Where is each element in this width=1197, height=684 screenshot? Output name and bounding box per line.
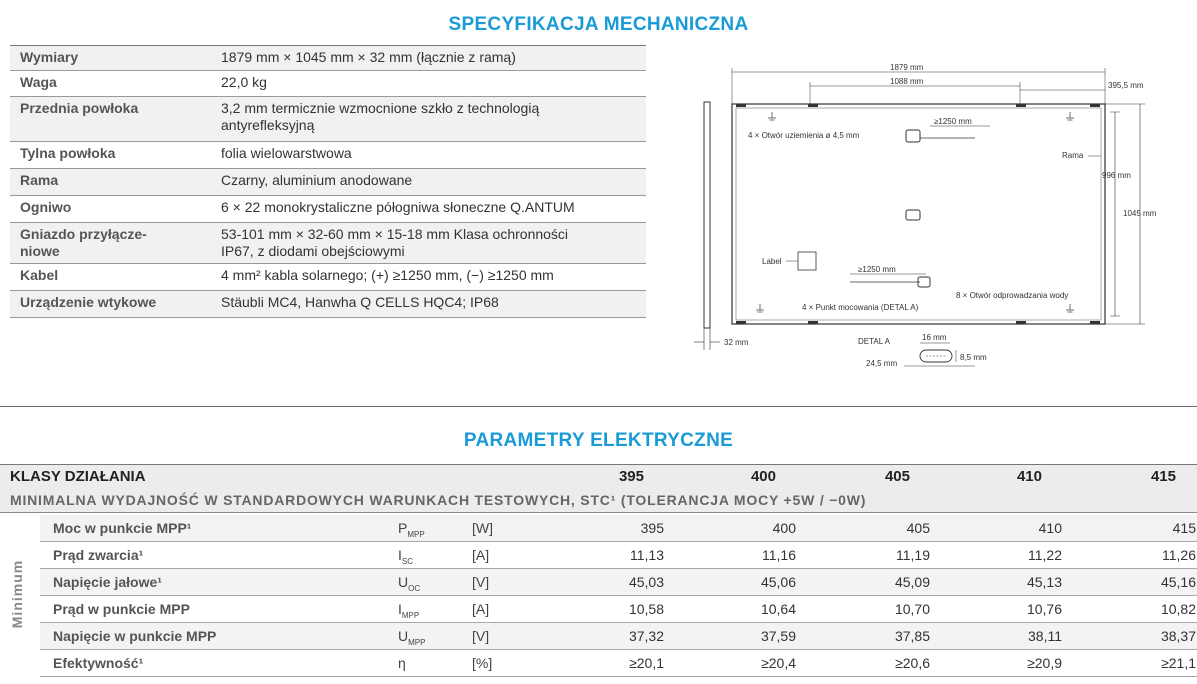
- value-410: 38,11: [1028, 628, 1062, 644]
- spec-row-weight: [10, 71, 646, 97]
- value-405: 405: [906, 520, 930, 536]
- value-405: 37,85: [894, 628, 930, 644]
- dim-cable-bottom: ≥1250 mm: [858, 265, 896, 274]
- value-395: 45,03: [628, 574, 664, 590]
- table-row: [40, 569, 1197, 596]
- table-row: [40, 515, 1197, 542]
- class-400: 400: [750, 468, 776, 485]
- param-symbol: $I_{SC}$: [398, 547, 414, 566]
- value-415: 11,26: [1162, 547, 1196, 563]
- value-395: 11,13: [630, 547, 664, 563]
- spec-row-dimensions: [10, 45, 646, 71]
- param-symbol: η: [398, 655, 406, 671]
- minimum-side-label: [0, 514, 40, 684]
- value-405: 11,19: [896, 547, 930, 563]
- param-name: Napięcie w punkcie MPP: [53, 628, 217, 644]
- mount-points-label: 4 × Punkt mocowania (DETAL A): [802, 303, 919, 312]
- dim-total-height: 1045 mm: [1123, 209, 1157, 218]
- spec-label: Wymiary: [20, 49, 79, 65]
- spec-row-cable: [10, 264, 646, 291]
- minimum-text: Minimum: [9, 559, 25, 629]
- value-415: 10,82: [1160, 601, 1196, 617]
- value-400: 45,06: [760, 574, 796, 590]
- value-410: 45,13: [1026, 574, 1062, 590]
- param-name: Efektywność¹: [53, 655, 144, 671]
- value-400: 10,64: [760, 601, 796, 617]
- value-400: 37,59: [760, 628, 796, 644]
- table-row: [40, 623, 1197, 650]
- stc-subheader: [0, 488, 1197, 513]
- dim-edge-distance: 395,5 mm: [1108, 81, 1144, 90]
- value-395: 37,32: [628, 628, 664, 644]
- value-410: 10,76: [1026, 601, 1062, 617]
- value-395: 395: [640, 520, 664, 536]
- spec-label: Rama: [20, 172, 59, 188]
- class-395: 395: [618, 468, 644, 485]
- dim-slot-width: 8,5 mm: [960, 353, 987, 362]
- dim-mounting-distance: 1088 mm: [890, 77, 924, 86]
- spec-label: Gniazdo przyłącze-niowe: [20, 226, 147, 259]
- spec-label: Urządzenie wtykowe: [20, 294, 157, 310]
- spec-label: Tylna powłoka: [20, 145, 116, 161]
- value-415: 38,37: [1160, 628, 1196, 644]
- junction-box-center: [906, 210, 920, 220]
- param-symbol: $I_{MPP}$: [398, 601, 420, 620]
- value-400: 11,16: [762, 547, 796, 563]
- electrical-title: PARAMETRY ELEKTRYCZNE: [463, 430, 734, 451]
- spec-row-front-cover: [10, 97, 646, 142]
- table-row: [40, 542, 1197, 569]
- value-410: ≥20,9: [1027, 655, 1062, 671]
- table-row: [40, 650, 1197, 677]
- table-row: [40, 596, 1197, 623]
- dim-total-width: 1879 mm: [890, 63, 924, 72]
- dim-cable-top: ≥1250 mm: [934, 117, 972, 126]
- spec-row-cell: [10, 196, 646, 223]
- module-technical-drawing: [690, 60, 1190, 390]
- value-410: 11,22: [1028, 547, 1062, 563]
- spec-label: Kabel: [20, 267, 59, 283]
- mechanical-title: SPECYFIKACJA MECHANICZNA: [448, 14, 749, 35]
- spec-label: Ogniwo: [20, 199, 72, 215]
- mechanical-spec-table: [10, 45, 646, 318]
- class-410: 410: [1016, 468, 1042, 485]
- classes-header: [0, 464, 1197, 489]
- param-unit: [V]: [472, 574, 490, 590]
- spec-value: folia wielowarstwowa: [221, 145, 352, 161]
- param-symbol: $U_{MPP}$: [398, 628, 426, 647]
- param-name: Prąd w punkcie MPP: [53, 601, 190, 617]
- dim-slot-offset: 24,5 mm: [866, 359, 898, 368]
- spec-value: 1879 mm × 1045 mm × 32 mm (łącznie z ramą): [221, 49, 516, 65]
- param-symbol: $P_{MPP}$: [398, 520, 425, 539]
- param-symbol: $U_{OC}$: [398, 574, 421, 593]
- value-415: ≥21,1: [1161, 655, 1196, 671]
- param-name: Moc w punkcie MPP¹: [53, 520, 192, 536]
- spec-value: 4 mm² kabla solarnego; (+) ≥1250 mm, (−) ≥1250 mm: [221, 267, 554, 283]
- frame-label: Rama: [1062, 151, 1084, 160]
- detail-a-slot: [920, 350, 952, 362]
- value-415: 415: [1172, 520, 1196, 536]
- spec-label: Waga: [20, 74, 57, 90]
- value-405: ≥20,6: [895, 655, 930, 671]
- value-400: 400: [772, 520, 796, 536]
- param-unit: [W]: [472, 520, 493, 536]
- value-400: ≥20,4: [761, 655, 796, 671]
- class-415: 415: [1150, 468, 1176, 485]
- spec-row-back-cover: [10, 142, 646, 169]
- spec-label: Przednia powłoka: [20, 100, 139, 116]
- dim-slot-length: 16 mm: [922, 333, 947, 342]
- param-unit: [A]: [472, 547, 490, 563]
- value-415: 45,16: [1160, 574, 1196, 590]
- section-divider: [0, 406, 1197, 407]
- param-name: Prąd zwarcia¹: [53, 547, 144, 563]
- spec-row-connector: [10, 291, 646, 318]
- module-side-view: [704, 102, 710, 328]
- param-unit: [V]: [472, 628, 490, 644]
- label-box: [798, 252, 816, 270]
- dim-thickness: 32 mm: [724, 338, 749, 347]
- spec-value: Stäubli MC4, Hanwha Q CELLS HQC4; IP68: [221, 294, 499, 310]
- spec-value: 3,2 mm termicznie wzmocnione szkło z technologią antyrefleksyjną: [221, 100, 540, 133]
- param-unit: [%]: [472, 655, 493, 671]
- classes-header-label: KLASY DZIAŁANIA: [10, 468, 146, 485]
- junction-box: [906, 130, 920, 142]
- value-395: ≥20,1: [629, 655, 664, 671]
- value-405: 10,70: [894, 601, 930, 617]
- detail-a-title: DETAL A: [858, 337, 891, 346]
- spec-value: 53-101 mm × 32-60 mm × 15-18 mm Klasa ochronności IP67, z diodami obejściowymi: [221, 226, 569, 259]
- dim-inner-height: 996 mm: [1102, 171, 1131, 180]
- stc-subheader-text: MINIMALNA WYDAJNOŚĆ W STANDARDOWYCH WARUNKACH TESTOWYCH, STC¹ (TOLERANCJA MOCY +5W / −0W): [10, 492, 867, 508]
- ground-holes-label: 4 × Otwór uziemienia ø 4,5 mm: [748, 131, 860, 140]
- class-405: 405: [884, 468, 910, 485]
- spec-value: Czarny, aluminium anodowane: [221, 172, 413, 188]
- value-395: 10,58: [628, 601, 664, 617]
- spec-value: 6 × 22 monokrystaliczne półogniwa słoneczne Q.ANTUM: [221, 199, 575, 215]
- spec-value: 22,0 kg: [221, 74, 267, 90]
- value-405: 45,09: [894, 574, 930, 590]
- label-text: Label: [762, 257, 782, 266]
- drain-holes-label: 8 × Otwór odprowadzania wody: [956, 291, 1069, 300]
- spec-row-junction-box: [10, 223, 646, 264]
- value-410: 410: [1038, 520, 1062, 536]
- param-unit: [A]: [472, 601, 490, 617]
- param-name: Napięcie jałowe¹: [53, 574, 162, 590]
- spec-row-frame: [10, 169, 646, 196]
